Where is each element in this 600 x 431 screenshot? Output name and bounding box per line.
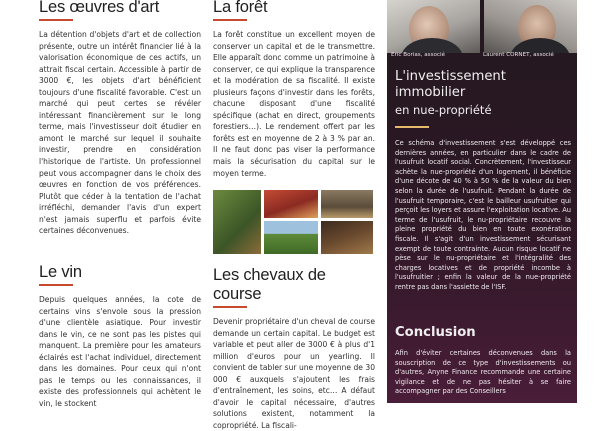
foret-section xyxy=(213,0,375,179)
chevaux-text: Devenir propriétaire d'un cheval de course demande un certain capital. Le budget est variable et peut aller de 3000 € à plus d'1 million d'euros pour un yearling. Il convient de tabler sur une moyenne de 30 000 € auxquels s'ajoutent les frais d'entraînement, les soins, etc… A défaut d'avoir le capital nécessaire, d'autres solutions existent, notamment la copropriété. La fiscali- xyxy=(213,317,375,430)
collage-photo-stable xyxy=(321,190,373,218)
foret-text: La forêt constitue un excellent moyen de conserver un capital et de le transmettre. Elle apparaît donc comme un patrimoine à conserver, ce qui explique la transparence et la modération de sa fiscalité. Il existe plusieurs façons d'investir dans les forêts, chacune disposant d'une fiscalité spécifique (achat en direct, groupements forestiers…). Le rendement offert par les forêts est en moyenne de 2 à 3 % par an. Il ne faut donc pas viser la performance mais la sécurisation du capital sur le moyen terme. xyxy=(213,30,375,178)
portrait-strip xyxy=(387,0,577,61)
panel-text: Ce schéma d'investissement s'est développé ces dernières années, en particulier dans le cadre de l'usufruit locatif social. Concrètement, l'investisseur achète la nue-propriété d'un logement, il bénéficie d'une décote de 40 % à 50 % de la valeur du bien selon la durée de l'usufruit. Pendant la durée de l'usufruit temporaire, c'est le bailleur usufruitier qui perçoit les loyers et assure l'exploitation locative. Au terme de l'usufruit, le nu-propriétaire recouvre la pleine propriété du bien en toute exonération fiscale. Il s'agit d'un investissement sécurisant exempt de toute contrainte. Aucun risque locatif ne pèse sur le nu-propriétaire et l'intégralité des charges locatives et de propriété incombe à l'usufruitier ; enfin la valeur de la nue-propriété rentre pas dans l'assiette de l'ISF. xyxy=(395,139,571,291)
chevaux-heading: Les chevaux de course xyxy=(213,266,326,303)
panel-heading-line2: en nue-propriété xyxy=(395,103,492,117)
collage-photo-vineyard xyxy=(264,221,318,254)
vin-heading: Le vin xyxy=(39,263,82,281)
panel-heading-rule xyxy=(395,126,429,128)
foret-heading-rule xyxy=(213,19,247,21)
art-heading-rule xyxy=(39,19,73,21)
chevaux-heading-rule xyxy=(213,306,247,308)
collage-photo-wine xyxy=(264,190,318,218)
photo-collage xyxy=(213,190,373,254)
panel-heading-line1: L'investissement immobilier xyxy=(395,69,506,100)
sidebar-panel xyxy=(387,0,577,403)
conclusion-text: Afin d'éviter certaines déconvenues dans la souscription de ce type d'investissements ou d'autres, Anyne Finance recommande une certaine vigilance et de ne pas hésiter à se faire accompagner par des Conseillers xyxy=(395,349,571,396)
collage-photo-painting xyxy=(213,190,261,254)
vin-section xyxy=(39,263,201,409)
vin-text: Depuis quelques années, la cote de certains vins s'envole sous la pression d'une clientèle asiatique. Pour investir dans le vin, ce ne sont pas les pistes qui manquent. La première pour les amateurs éclairés est l'achat individuel, directement dans les domaines. Pour ceux qui n'ont pas le temps ou les connaissances, il existe des professionnels qui achètent le vin, le stockent xyxy=(39,295,201,408)
foret-heading: La forêt xyxy=(213,0,268,16)
conclusion-heading: Conclusion xyxy=(395,325,476,340)
portrait-photo-cornet xyxy=(484,0,577,53)
panel-heading xyxy=(395,69,571,118)
art-section xyxy=(39,0,201,237)
art-text: La détention d'objets d'art et de collection présente, outre un intérêt financier lié à la valorisation économique de ces actifs, un attrait fiscal certain. Accessible à partir de 3000 €, les objets d'art bénéficient toujours d'une fiscalité favorable. C'est un marché qui peut certes se révéler intéressant financièrement sur le long terme, mais l'investisseur doit étudier en amont le marché sur lequel il souhaite investir, prendre en considération l'historique de l'artiste. Un professionnel peut vous accompagner dans le choix des œuvres en fonction de vos préférences. Plutôt que céder à la tentation de l'achat irréfléchi, demander l'avis d'un expert n'est jamais superflu et parfois évite certaines déconvenues. xyxy=(39,30,201,236)
collage-photo-horse xyxy=(321,221,373,254)
caption-borias: Eric Borias, associé xyxy=(391,52,446,58)
chevaux-section xyxy=(213,266,375,431)
vin-heading-rule xyxy=(39,284,73,286)
caption-cornet: Laurent CORNET, associé xyxy=(483,52,554,58)
portrait-photo-borias xyxy=(387,0,480,53)
art-heading: Les œuvres d'art xyxy=(39,0,160,16)
